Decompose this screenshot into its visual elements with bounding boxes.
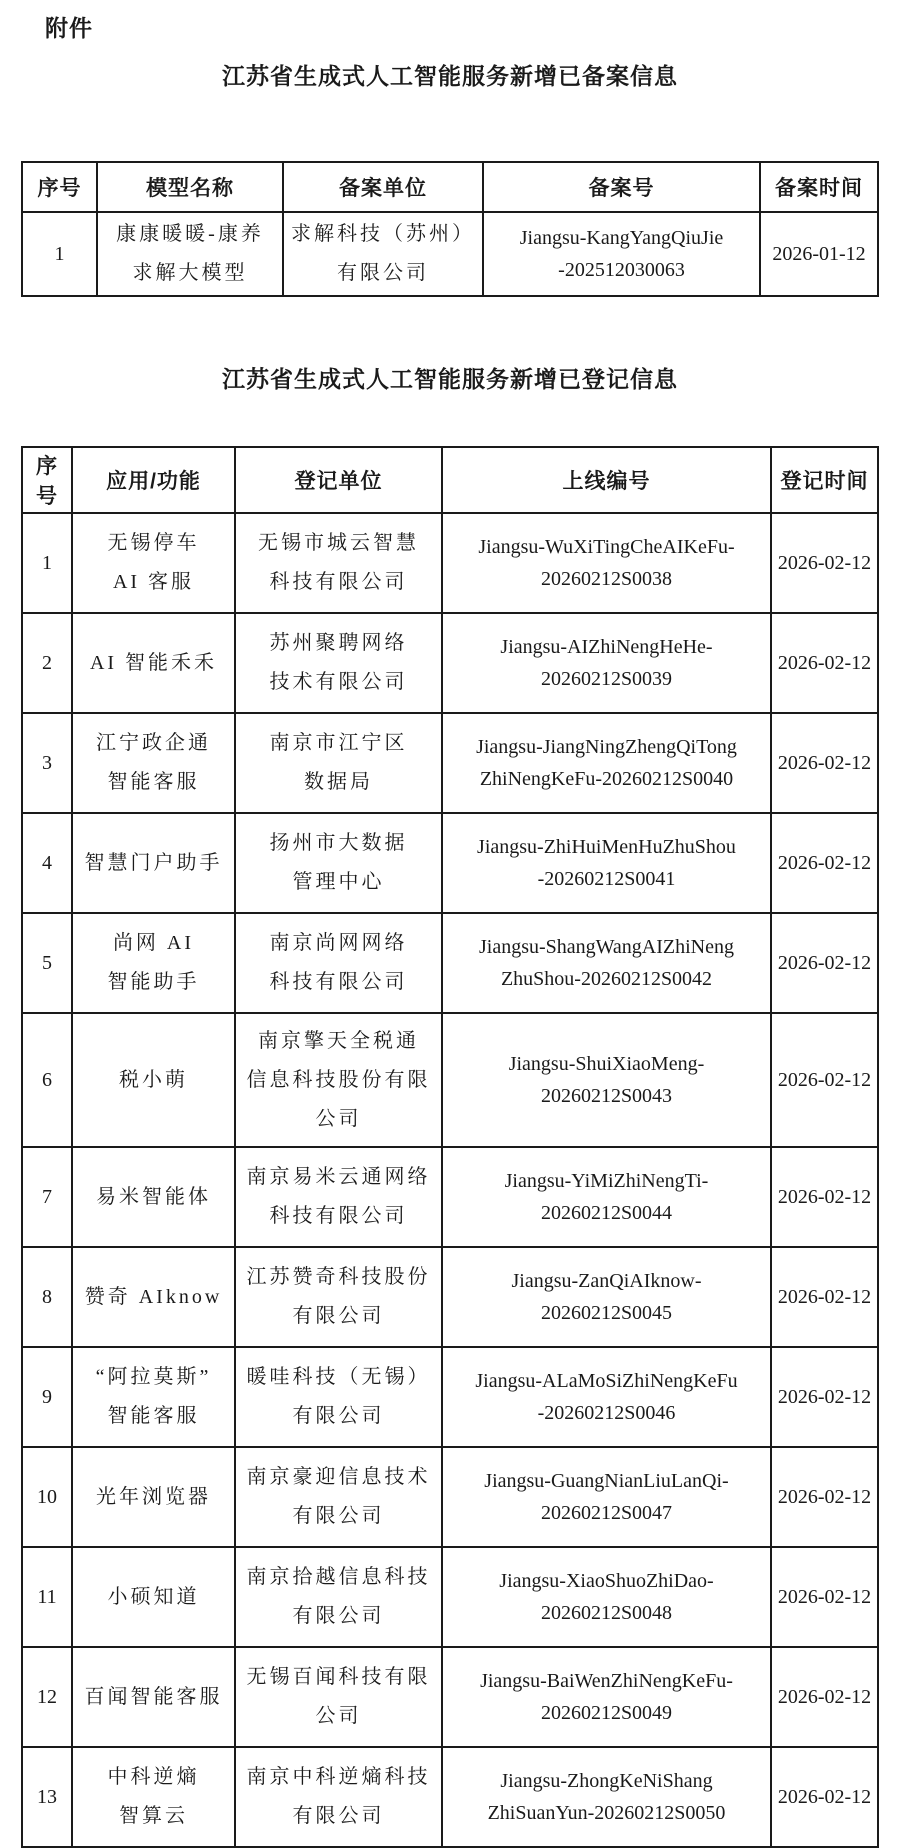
cell-online-number: Jiangsu-ShangWangAIZhiNeng ZhuShou-20260212S0042: [442, 913, 771, 1013]
cell-registration-unit: 南京中科逆熵科技 有限公司: [235, 1747, 442, 1847]
cell-app-function: 中科逆熵 智算云: [72, 1747, 235, 1847]
cell-registration-date: 2026-02-12: [771, 1447, 878, 1547]
cell-registration-unit: 南京豪迎信息技术 有限公司: [235, 1447, 442, 1547]
cell-registration-unit: 暖哇科技（无锡） 有限公司: [235, 1347, 442, 1447]
cell-registration-unit: 扬州市大数据 管理中心: [235, 813, 442, 913]
column-header: 备案号: [483, 162, 760, 212]
table-row: [22, 1647, 878, 1747]
cell-registration-date: 2026-02-12: [771, 1247, 878, 1347]
registered-table-header: [22, 447, 878, 513]
column-header: 上线编号: [442, 447, 771, 513]
column-header: 登记单位: [235, 447, 442, 513]
cell-registration-date: 2026-02-12: [771, 913, 878, 1013]
cell-registration-unit: 南京擎天全税通 信息科技股份有限 公司: [235, 1013, 442, 1147]
cell-registration-date: 2026-02-12: [771, 1647, 878, 1747]
cell-online-number: Jiangsu-JiangNingZhengQiTong ZhiNengKeFu-20260212S0040: [442, 713, 771, 813]
cell-registration-date: 2026-02-12: [771, 513, 878, 613]
cell-online-number: Jiangsu-ZanQiAIknow- 20260212S0045: [442, 1247, 771, 1347]
table-row: [22, 1147, 878, 1247]
column-header: 备案时间: [760, 162, 878, 212]
cell-serial-number: 8: [22, 1247, 72, 1347]
header-row: [22, 447, 878, 513]
cell-registration-unit: 无锡市城云智慧 科技有限公司: [235, 513, 442, 613]
cell-app-function: 智慧门户助手: [72, 813, 235, 913]
cell-serial-number: 10: [22, 1447, 72, 1547]
cell-registration-unit: 南京尚网网络 科技有限公司: [235, 913, 442, 1013]
cell-online-number: Jiangsu-GuangNianLiuLanQi- 20260212S0047: [442, 1447, 771, 1547]
cell-registration-unit: 无锡百闻科技有限 公司: [235, 1647, 442, 1747]
column-header: 应用/功能: [72, 447, 235, 513]
cell-registration-unit: 南京市江宁区 数据局: [235, 713, 442, 813]
cell-registration-unit: 南京拾越信息科技 有限公司: [235, 1547, 442, 1647]
cell-serial-number: 2: [22, 613, 72, 713]
attachment-label: 附件: [45, 15, 93, 41]
header-row: [22, 162, 878, 212]
table-row: [22, 1447, 878, 1547]
cell-registration-date: 2026-02-12: [771, 713, 878, 813]
cell-serial-number: 9: [22, 1347, 72, 1447]
cell-online-number: Jiangsu-XiaoShuoZhiDao- 20260212S0048: [442, 1547, 771, 1647]
cell-serial-number: 7: [22, 1147, 72, 1247]
column-header: 模型名称: [97, 162, 283, 212]
cell-serial-number: 11: [22, 1547, 72, 1647]
cell-registration-date: 2026-02-12: [771, 1347, 878, 1447]
cell-serial-number: 4: [22, 813, 72, 913]
cell-app-function: 无锡停车 AI 客服: [72, 513, 235, 613]
cell-serial-number: 13: [22, 1747, 72, 1847]
cell-filing-unit: 求解科技（苏州） 有限公司: [283, 212, 483, 296]
cell-online-number: Jiangsu-YiMiZhiNengTi- 20260212S0044: [442, 1147, 771, 1247]
cell-filing-date: 2026-01-12: [760, 212, 878, 296]
cell-registration-date: 2026-02-12: [771, 613, 878, 713]
table-row: [22, 813, 878, 913]
cell-registration-date: 2026-02-12: [771, 1013, 878, 1147]
cell-app-function: 江宁政企通 智能客服: [72, 713, 235, 813]
filed-table-title: 江苏省生成式人工智能服务新增已备案信息: [222, 63, 678, 89]
registered-table-body: [22, 513, 878, 1847]
table-row: [22, 613, 878, 713]
cell-app-function: 光年浏览器: [72, 1447, 235, 1547]
column-header: 序号: [22, 162, 97, 212]
cell-app-function: 易米智能体: [72, 1147, 235, 1247]
table-row: [22, 1013, 878, 1147]
cell-registration-date: 2026-02-12: [771, 1747, 878, 1847]
cell-registration-unit: 南京易米云通网络 科技有限公司: [235, 1147, 442, 1247]
registered-table: [21, 446, 879, 1848]
filed-table-header: [22, 162, 878, 212]
table-row: [22, 1247, 878, 1347]
filed-table-body: [22, 212, 878, 296]
cell-serial-number: 5: [22, 913, 72, 1013]
cell-registration-unit: 江苏赞奇科技股份 有限公司: [235, 1247, 442, 1347]
table-row: [22, 913, 878, 1013]
cell-registration-date: 2026-02-12: [771, 813, 878, 913]
cell-serial-number: 6: [22, 1013, 72, 1147]
cell-app-function: “阿拉莫斯” 智能客服: [72, 1347, 235, 1447]
cell-online-number: Jiangsu-BaiWenZhiNengKeFu- 20260212S0049: [442, 1647, 771, 1747]
cell-serial-number: 3: [22, 713, 72, 813]
table-row: [22, 212, 878, 296]
cell-app-function: 赞奇 AIknow: [72, 1247, 235, 1347]
cell-serial-number: 1: [22, 212, 97, 296]
cell-online-number: Jiangsu-ALaMoSiZhiNengKeFu -20260212S0046: [442, 1347, 771, 1447]
cell-app-function: 小硕知道: [72, 1547, 235, 1647]
cell-online-number: Jiangsu-WuXiTingCheAIKeFu- 20260212S0038: [442, 513, 771, 613]
cell-app-function: 税小萌: [72, 1013, 235, 1147]
cell-app-function: 百闻智能客服: [72, 1647, 235, 1747]
cell-online-number: Jiangsu-AIZhiNengHeHe- 20260212S0039: [442, 613, 771, 713]
column-header: 备案单位: [283, 162, 483, 212]
registered-table-title: 江苏省生成式人工智能服务新增已登记信息: [222, 366, 678, 392]
table-row: [22, 1547, 878, 1647]
cell-registration-date: 2026-02-12: [771, 1147, 878, 1247]
cell-filing-number: Jiangsu-KangYangQiuJie -202512030063: [483, 212, 760, 296]
cell-registration-unit: 苏州聚聘网络 技术有限公司: [235, 613, 442, 713]
table-row: [22, 1347, 878, 1447]
cell-app-function: AI 智能禾禾: [72, 613, 235, 713]
column-header: 序号: [22, 447, 72, 513]
cell-online-number: Jiangsu-ShuiXiaoMeng- 20260212S0043: [442, 1013, 771, 1147]
cell-serial-number: 12: [22, 1647, 72, 1747]
filed-table: [21, 161, 879, 297]
cell-app-function: 尚网 AI 智能助手: [72, 913, 235, 1013]
table-row: [22, 1747, 878, 1847]
cell-serial-number: 1: [22, 513, 72, 613]
cell-model-name: 康康暖暖-康养 求解大模型: [97, 212, 283, 296]
column-header: 登记时间: [771, 447, 878, 513]
cell-online-number: Jiangsu-ZhiHuiMenHuZhuShou -20260212S0041: [442, 813, 771, 913]
cell-registration-date: 2026-02-12: [771, 1547, 878, 1647]
table-row: [22, 713, 878, 813]
table-row: [22, 513, 878, 613]
cell-online-number: Jiangsu-ZhongKeNiShang ZhiSuanYun-20260212S0050: [442, 1747, 771, 1847]
